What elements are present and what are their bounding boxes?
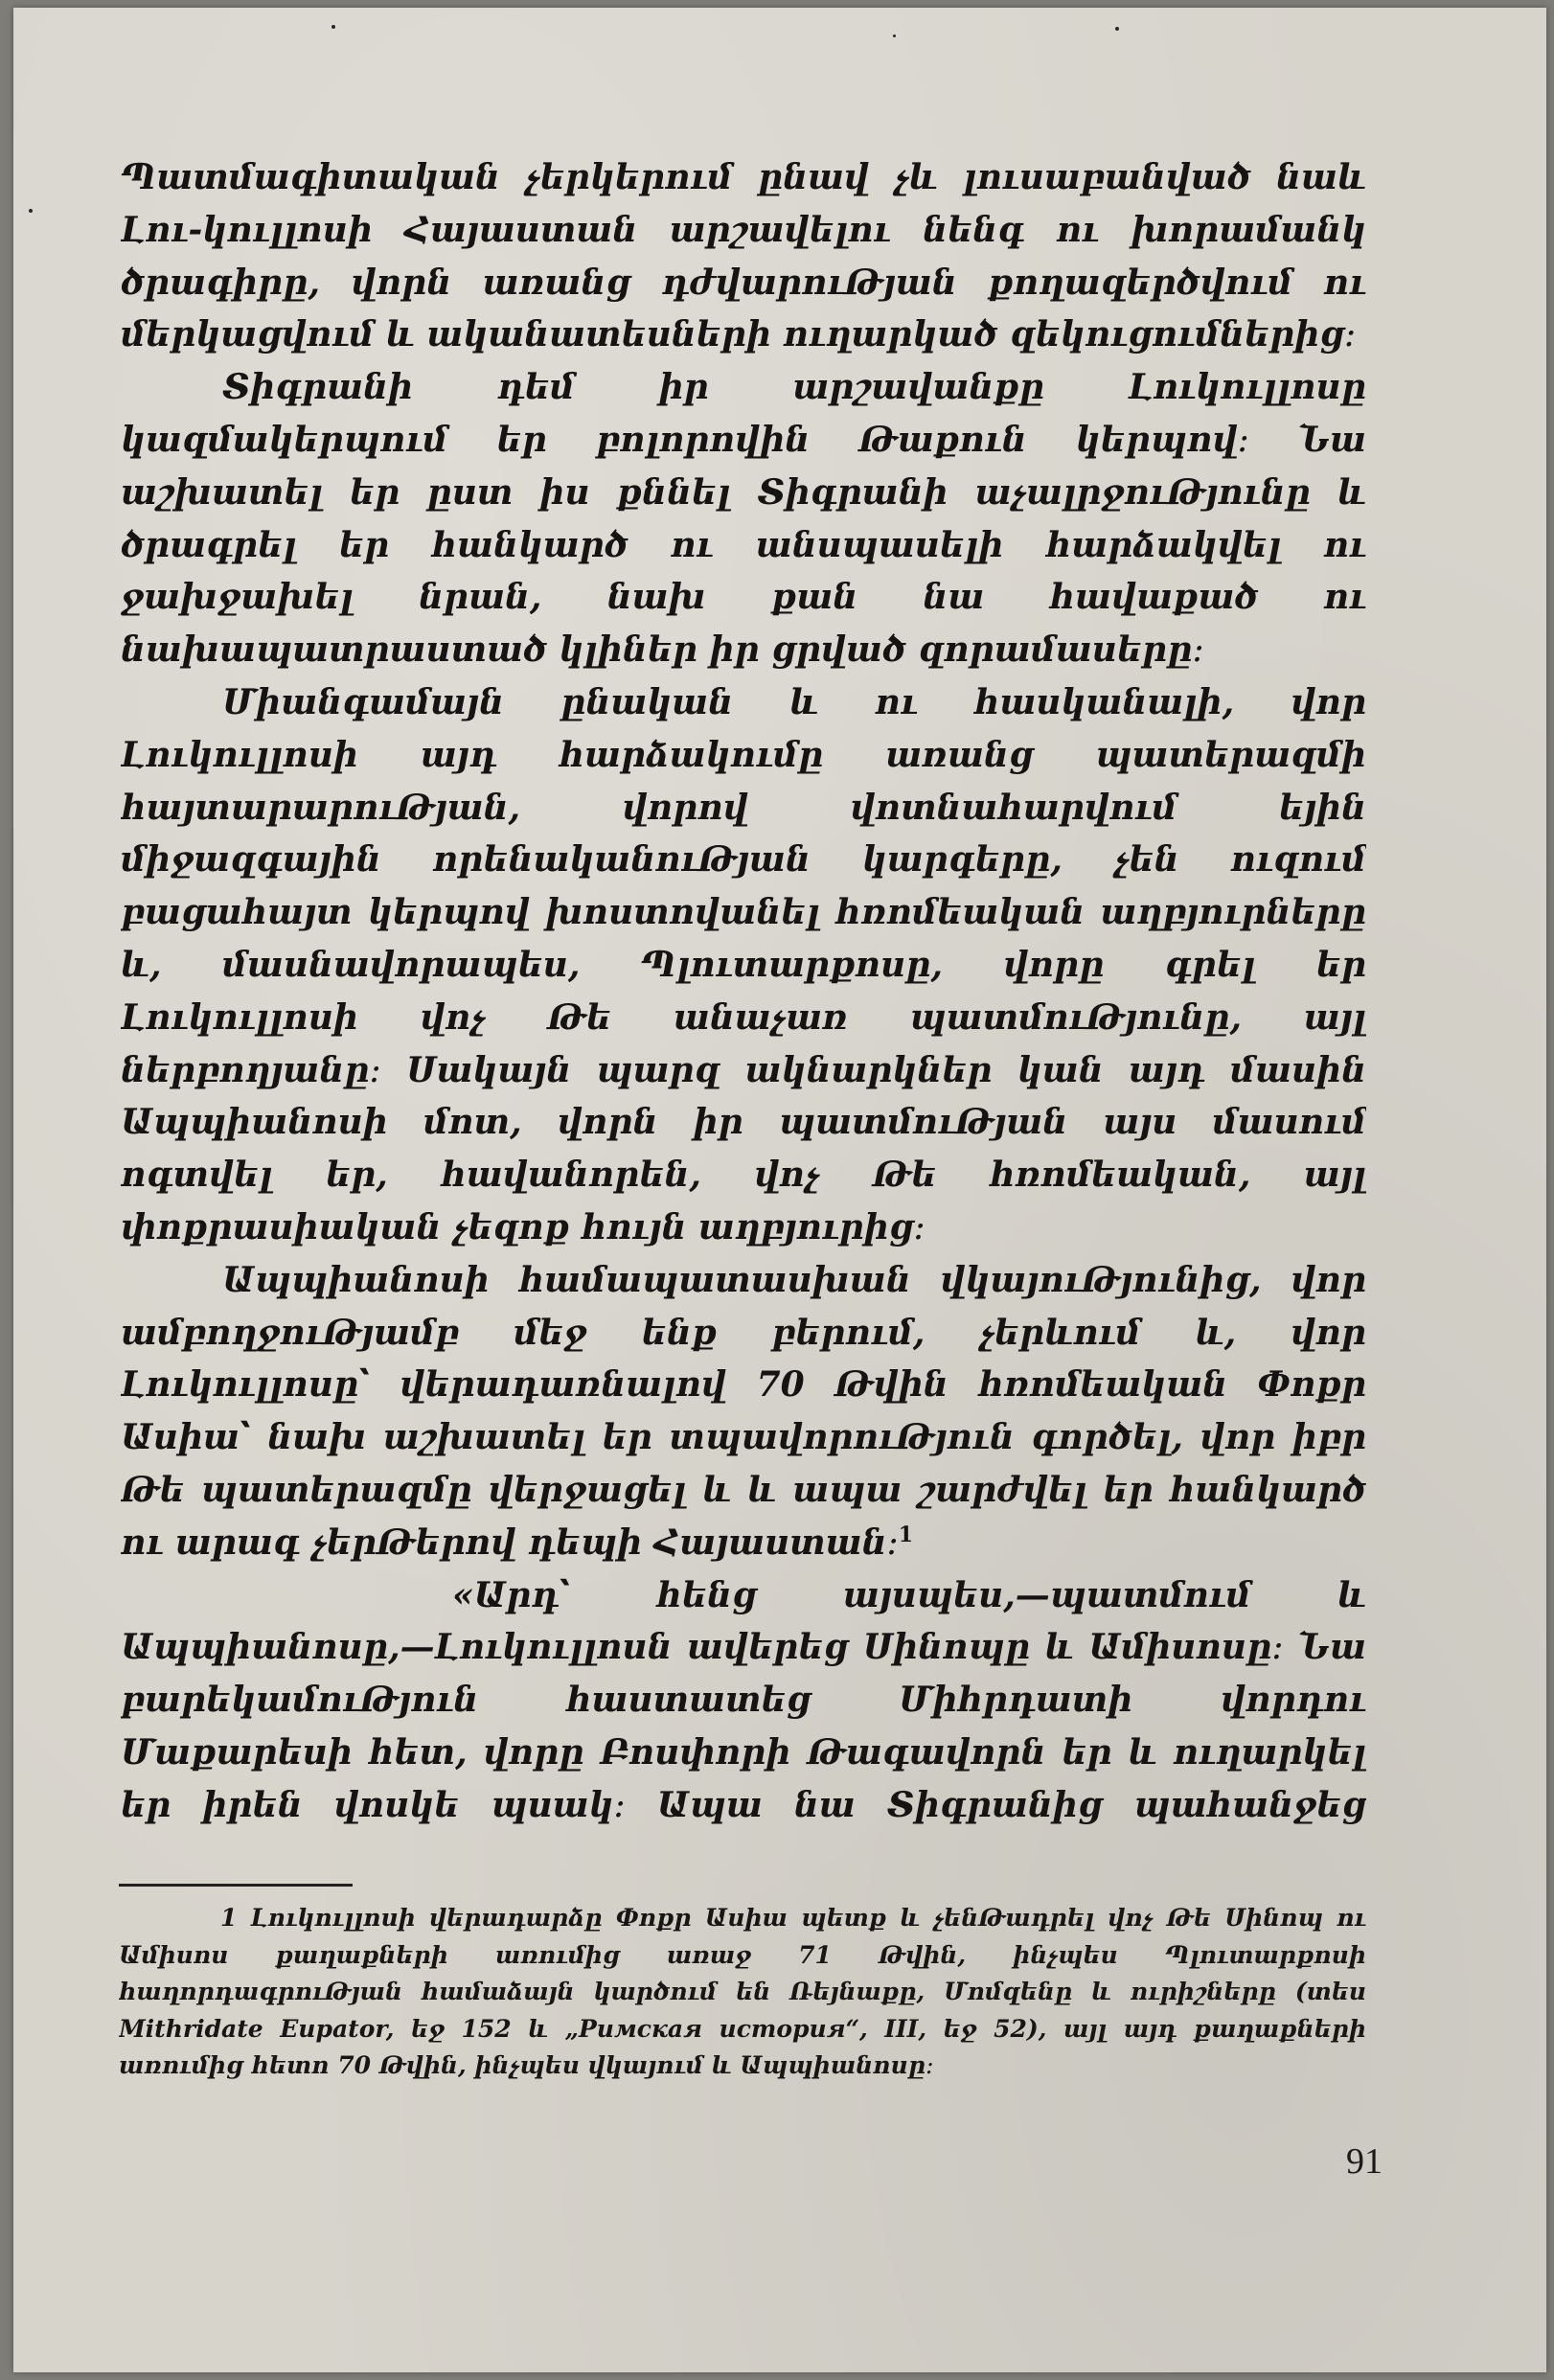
footnote-section	[119, 1900, 1366, 2101]
footnote-marker: 1	[898, 1522, 914, 1547]
footnote-divider	[119, 1884, 353, 1887]
paper-speck	[1115, 27, 1119, 31]
paragraph-text: Ապպիանոսի համապատասխան վկայուԹյունից, վոր ամբողջուԹյամբ մեջ ենք բերում, չերևում և, վոր Լուկուլլոսը՝ վերադառնալով 70 Թվին հռոմեական Փոքր Ասիա՝ նախ աշխատել եր տպավորուԹյուն գործել, վոր իբր Թե պատերազմը վերջացել և և ապա շարժվել եր հանկարծ ու արագ չերԹերով դեպի Հայաստան։	[121, 1259, 1366, 1563]
book-page	[13, 8, 1546, 2372]
paragraph: Պատմագիտական չերկերում ընավ չև լուսաբանված նաև Լու-կուլլոսի Հայաստան արշավելու նենգ ու խորամանկ ծրագիրը, վորն առանց դժվարուԹյան քողազերծվում ու մերկացվում և ականատեսների ուղարկած զեկուցումներից։	[121, 157, 1366, 355]
paper-speck	[893, 34, 896, 37]
paragraph-with-footnote	[121, 1254, 1366, 1569]
paragraph: Տիգրանի դեմ իր արշավանքը Լուկուլլոսը կազմակերպում եր բոլորովին Թաքուն կերպով։ Նա աշխատել եր ըստ իս քննել Տիգրանի աչալրջուԹյունը և ծրագրել եր հանկարծ ու անսպասելի հարձակվել ու ջախջախել նրան, նախ քան նա հավաքած ու նախապատրաստած կլիներ իր ցրված զորամասերը։	[121, 367, 1366, 671]
page-number: 91	[1346, 2141, 1383, 2182]
paper-speck	[29, 209, 33, 213]
quoted-passage: «Արդ՝ հենց այսպես,—պատմում և Ապպիանոսը,—Լուկուլլոսն ավերեց Սինոպը և Ամիսոսը։ Նա բարեկամուԹյուն հաստատեց Միհրդատի վորդու Մաքարեսի հետ, վորը Բոսփորի Թագավորն եր և ուղարկել եր իրեն վոսկե պսակ։ Ապա նա Տիգրանից պահանջեց	[121, 1574, 1366, 1825]
paper-speck	[331, 25, 335, 29]
paragraph: Միանգամայն ընական և ու հասկանալի, վոր Լուկուլլոսի այդ հարձակումը առանց պատերազմի հայտարարուԹյան, վորով վոտնահարվում եյին միջազգային որենականուԹյան կարգերը, չեն ուզում բացահայտ կերպով խոստովանել հռոմեական աղբյուրները և, մասնավորապես, Պլուտարքոսը, վորը գրել եր Լուկուլլոսի վոչ Թե անաչառ պատմուԹյունը, այլ ներբողյանը։ Սակայն պարզ ակնարկներ կան այդ մասին Ապպիանոսի մոտ, վորն իր պատմուԹյան այս մասում ոգտվել եր, հավանորեն, վոչ Թե հռոմեական, այլ փոքրասիական չեզոք հույն աղբյուրից։	[121, 681, 1366, 1247]
main-text	[121, 151, 1366, 1838]
footnote-text: 1 Լուկուլլոսի վերադարձը Փոքր Ասիա պետք և չենԹադրել վոչ Թե Սինոպ ու Ամիսոս քաղաքների առումից առաջ 71 Թվին, ինչպես Պլուտարքոսի հաղորդագրուԹյան համաձայն կարծում են Ռեյնաքը, Մոմզենը և ուրիշները (տես Mithridate Eupator, եջ 152 և „Римская история“, III, եջ 52), այլ այդ քաղաքների առումից հետո 70 Թվին, ինչպես վկայում և Ապպիանոսը։	[119, 1904, 1366, 2079]
